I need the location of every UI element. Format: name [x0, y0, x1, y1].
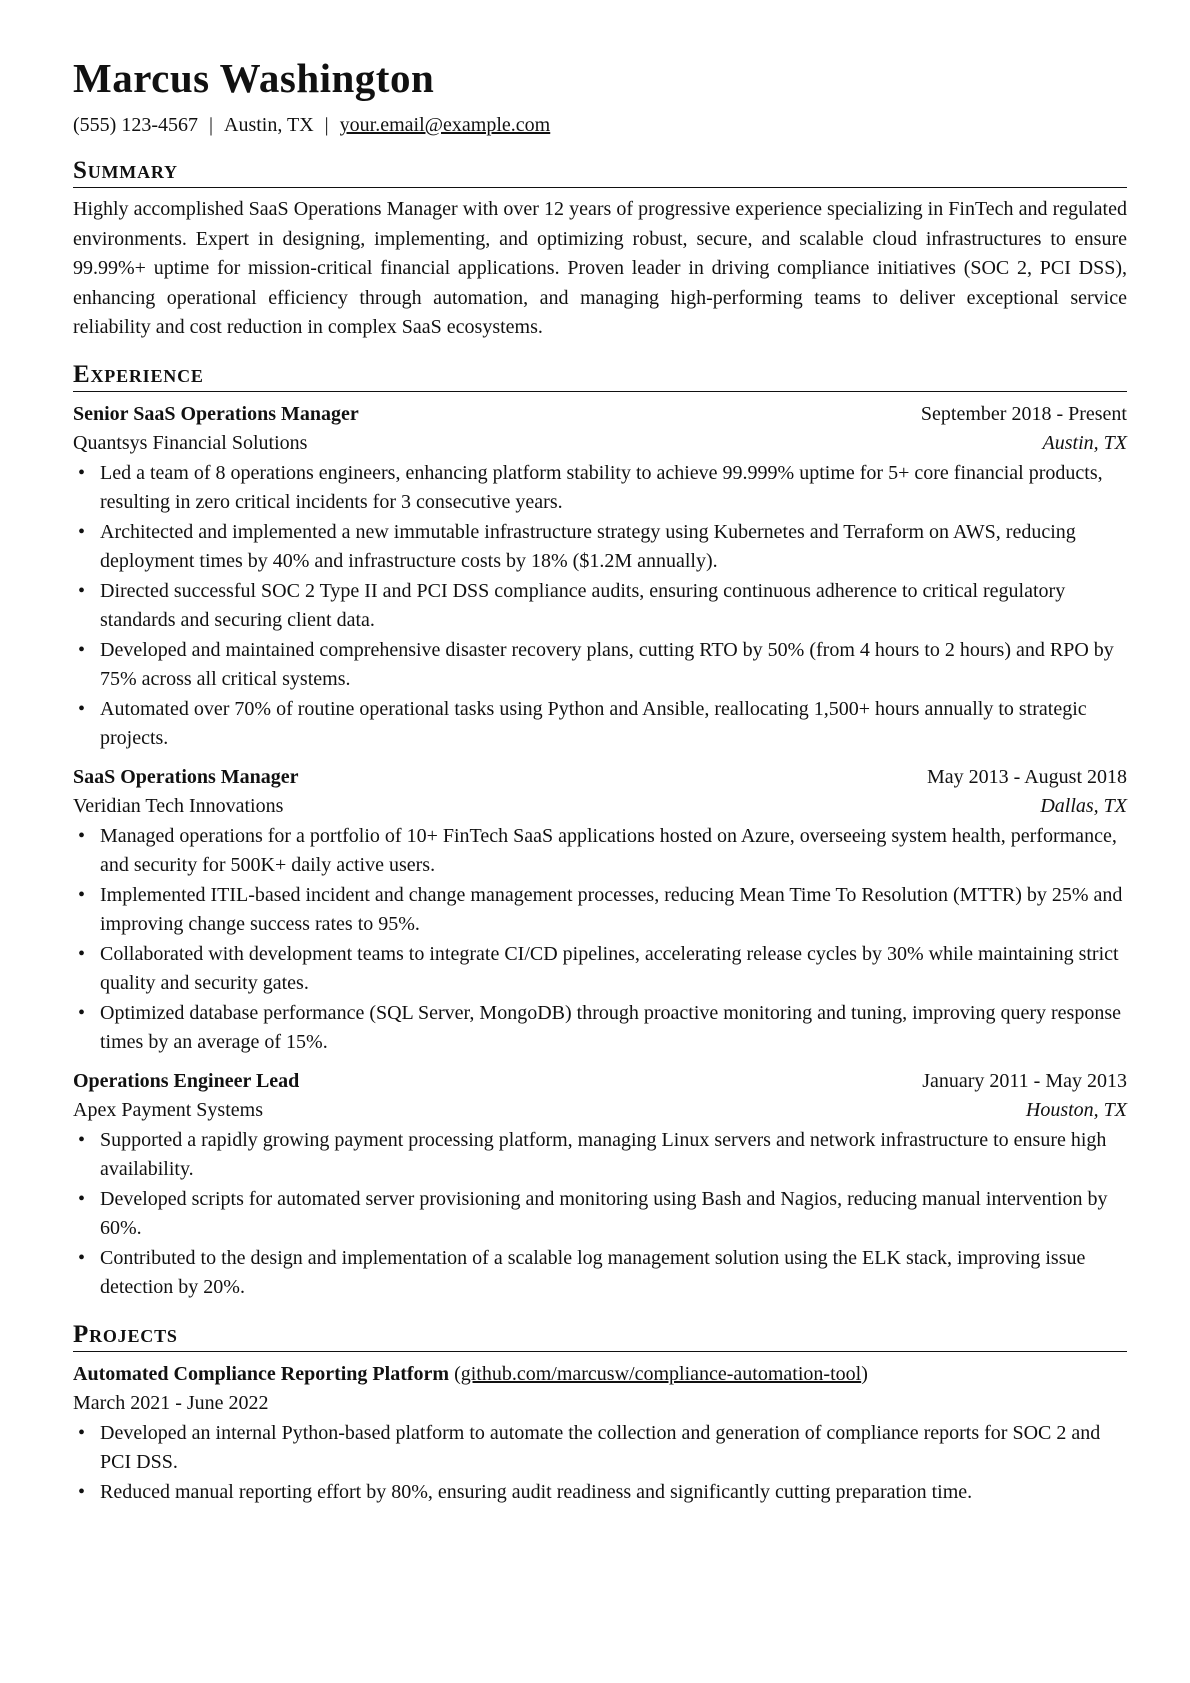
- section-title-projects: Projects: [73, 1321, 1127, 1352]
- job-bullets: [73, 1126, 1127, 1303]
- list-item: • Collaborated with development teams to integrate CI/CD pipelines, accelerating release cycles by 30% while maintaining strict quality and security gates.: [100, 940, 1127, 999]
- job-title: Senior SaaS Operations Manager: [73, 402, 359, 425]
- resume-page: [73, 56, 1127, 1507]
- contact-separator: |: [324, 114, 329, 137]
- project-link[interactable]: github.com/marcusw/compliance-automation-tool: [460, 1362, 862, 1385]
- company-name: Veridian Tech Innovations: [73, 795, 284, 818]
- location: Austin, TX: [224, 114, 314, 137]
- list-item: • Optimized database performance (SQL Server, MongoDB) through proactive monitoring and tuning, improving query response times by an average of 15%.: [100, 999, 1127, 1058]
- job-entry: [73, 400, 1127, 754]
- list-item: • Led a team of 8 operations engineers, enhancing platform stability to achieve 99.999% uptime for 5+ core financial products, resulting in zero critical incidents for 3 consecutive years.: [100, 459, 1127, 518]
- summary-section: [73, 157, 1127, 343]
- projects-section: [73, 1321, 1127, 1508]
- job-location: Dallas, TX: [1040, 795, 1127, 818]
- job-title: Operations Engineer Lead: [73, 1069, 300, 1092]
- job-dates: May 2013 - August 2018: [927, 765, 1127, 788]
- list-item: • Developed and maintained comprehensive disaster recovery plans, cutting RTO by 50% (from 4 hours to 2 hours) and RPO by 75% across all critical systems.: [100, 636, 1127, 695]
- list-item: • Directed successful SOC 2 Type II and PCI DSS compliance audits, ensuring continuous adherence to critical regulatory standards and securing client data.: [100, 577, 1127, 636]
- section-title-summary: Summary: [73, 157, 1127, 188]
- job-bullets: [73, 822, 1127, 1058]
- phone-number: (555) 123-4567: [73, 114, 198, 137]
- section-title-experience: Experience: [73, 361, 1127, 392]
- experience-section: [73, 361, 1127, 1303]
- job-location: Houston, TX: [1025, 1099, 1127, 1122]
- list-item: • Developed an internal Python-based platform to automate the collection and generation of compliance reports for SOC 2 and PCI DSS.: [100, 1419, 1127, 1478]
- list-item: • Architected and implemented a new immutable infrastructure strategy using Kubernetes and Terraform on AWS, reducing deployment times by 40% and infrastructure costs by 18% ($1.2M annually).: [100, 518, 1127, 577]
- list-item: • Implemented ITIL-based incident and change management processes, reducing Mean Time To Resolution (MTTR) by 25% and improving change success rates to 95%.: [100, 881, 1127, 940]
- job-bullets: [73, 459, 1127, 754]
- contact-separator: |: [208, 114, 213, 137]
- list-item: • Managed operations for a portfolio of 10+ FinTech SaaS applications hosted on Azure, overseeing system health, performance, and security for 500K+ daily active users.: [100, 822, 1127, 881]
- project-title: Automated Compliance Reporting Platform: [73, 1362, 450, 1385]
- contact-line: [73, 113, 1127, 137]
- list-item: • Reduced manual reporting effort by 80%, ensuring audit readiness and significantly cutting preparation time.: [100, 1478, 1127, 1508]
- project-dates: March 2021 - June 2022: [73, 1392, 269, 1415]
- company-name: Quantsys Financial Solutions: [73, 432, 308, 455]
- project-entry: Automated Compliance Reporting Platform ( github.com/marcusw/compliance-automation-tool ) March 2021 - June 2022 • Developed an internal Python-based platform to automate the collection and generation of compliance reports for SOC 2 and PCI DSS. • Reduced manual reporting effort by 80%, ensuring audit readiness and significantly cutting preparation time.: [73, 1360, 1127, 1508]
- job-dates: September 2018 - Present: [920, 402, 1127, 425]
- job-location: Austin, TX: [1042, 432, 1127, 455]
- job-entry: [73, 763, 1127, 1058]
- company-name: Apex Payment Systems: [73, 1099, 263, 1122]
- list-item: • Developed scripts for automated server provisioning and monitoring using Bash and Nagios, reducing manual intervention by 60%.: [100, 1185, 1127, 1244]
- project-bullets: [73, 1419, 1127, 1508]
- list-item: • Supported a rapidly growing payment processing platform, managing Linux servers and network infrastructure to ensure high availability.: [100, 1126, 1127, 1185]
- list-item: • Automated over 70% of routine operational tasks using Python and Ansible, reallocating 1,500+ hours annually to strategic projects.: [100, 695, 1127, 754]
- job-entry: [73, 1067, 1127, 1303]
- list-item: • Contributed to the design and implementation of a scalable log management solution using the ELK stack, improving issue detection by 20%.: [100, 1244, 1127, 1303]
- job-dates: January 2011 - May 2013: [922, 1069, 1127, 1092]
- candidate-name: Marcus Washington: [73, 55, 435, 101]
- job-title: SaaS Operations Manager: [73, 765, 299, 788]
- summary-text: Highly accomplished SaaS Operations Manager with over 12 years of progressive experience specializing in FinTech and regulated environments. Expert in designing, implementing, and optimizing robust, secure, and scalable cloud infrastructures to ensure 99.99%+ uptime for mission-critical financial applications. Proven leader in driving compliance initiatives (SOC 2, PCI DSS), enhancing operational efficiency through automation, and managing high-performing teams to deliver exceptional service reliability and cost reduction in complex SaaS ecosystems.: [73, 198, 1127, 339]
- email-link[interactable]: your.email@example.com: [339, 114, 551, 137]
